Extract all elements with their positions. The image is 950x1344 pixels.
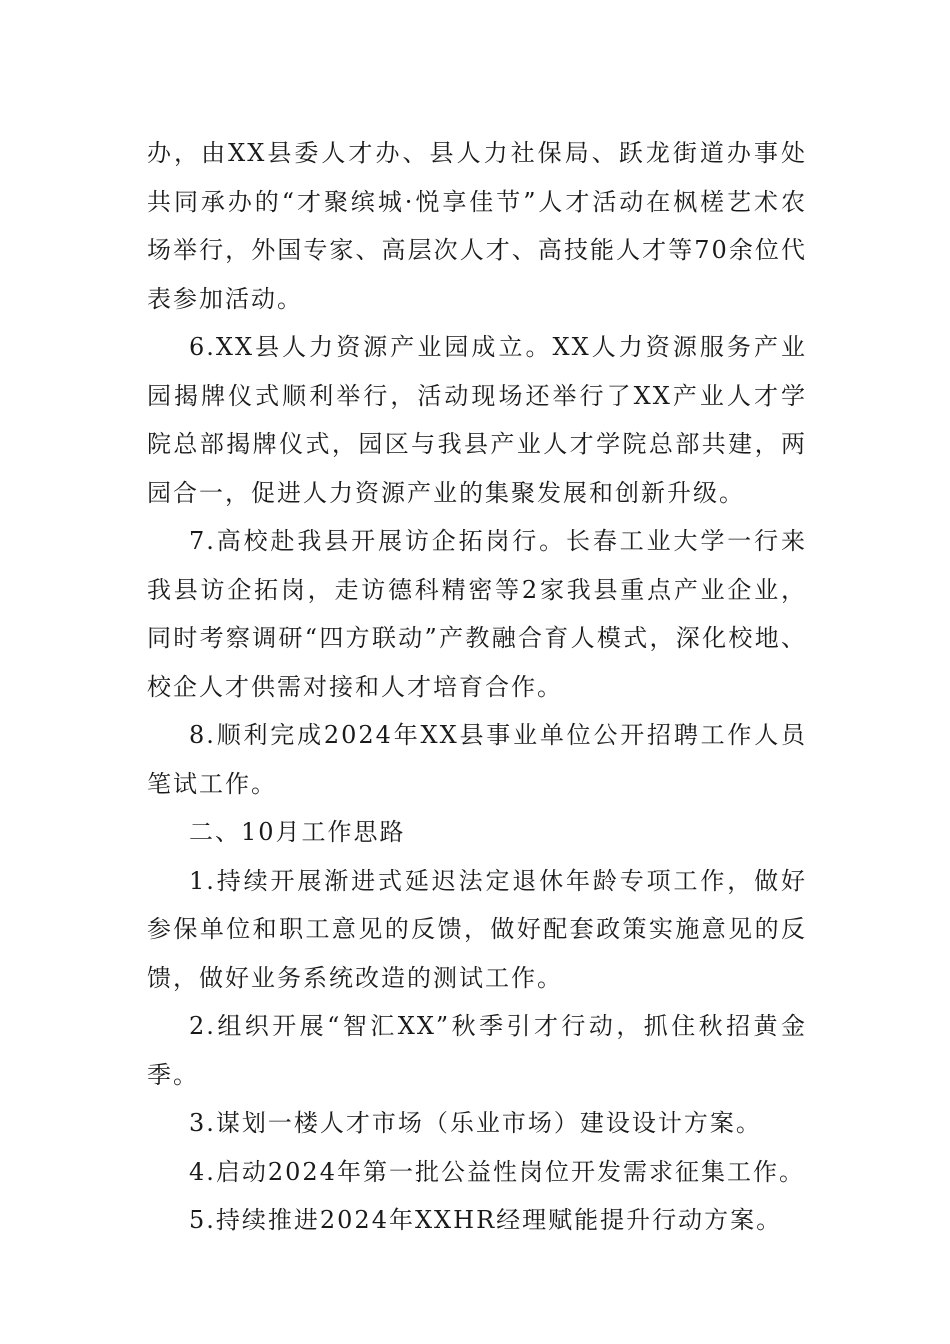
paragraph-plan-3-talent-market: 3.谋划一楼人才市场（乐业市场）建设设计方案。 [189,1109,762,1137]
paragraph-item-8-recruitment-exam: 8.顺利完成2024年XX县事业单位公开招聘工作人员笔试工作。 [147,721,807,798]
paragraph-item-6-hr-industrial-park: 6.XX县人力资源产业园成立。XX人力资源服务产业园揭牌仪式顺利举行，活动现场还举行了XX产业人才学院总部揭牌仪式，园区与我县产业人才学院总部共建，两园合一，促进人力资源产业的集聚发展和创新升级。 [147,333,807,507]
paragraph-item-7-university-visit: 7.高校赴我县开展访企拓岗行。长春工业大学一行来我县访企拓岗，走访德科精密等2家我县重点产业企业，同时考察调研“四方联动”产教融合育人模式，深化校地、校企人才供需对接和人才培育合作。 [147,527,807,701]
paragraph-plan-2-autumn-recruitment: 2.组织开展“智汇XX”秋季引才行动，抓住秋招黄金季。 [147,1012,807,1089]
section-heading-october-plan: 二、10月工作思路 [189,818,406,846]
paragraph-plan-1-retirement-age: 1.持续开展渐进式延迟法定退休年龄专项工作，做好参保单位和职工意见的反馈，做好配套政策实施意见的反馈，做好业务系统改造的测试工作。 [147,866,807,992]
paragraph-plan-4-public-welfare-posts: 4.启动2024年第一批公益性岗位开发需求征集工作。 [189,1157,805,1186]
paragraph-activity-continued: 办，由XX县委人才办、县人力社保局、跃龙街道办事处共同承办的“才聚缤城·悦享佳节”人才活动在枫槎艺术农场举行，外国专家、高层次人才、高技能人才等70余位代表参加活动。 [147,139,807,313]
paragraph-plan-5-hr-manager-program: 5.持续推进2024年XXHR经理赋能提升行动方案。 [189,1206,783,1234]
document-body [147,129,807,1245]
